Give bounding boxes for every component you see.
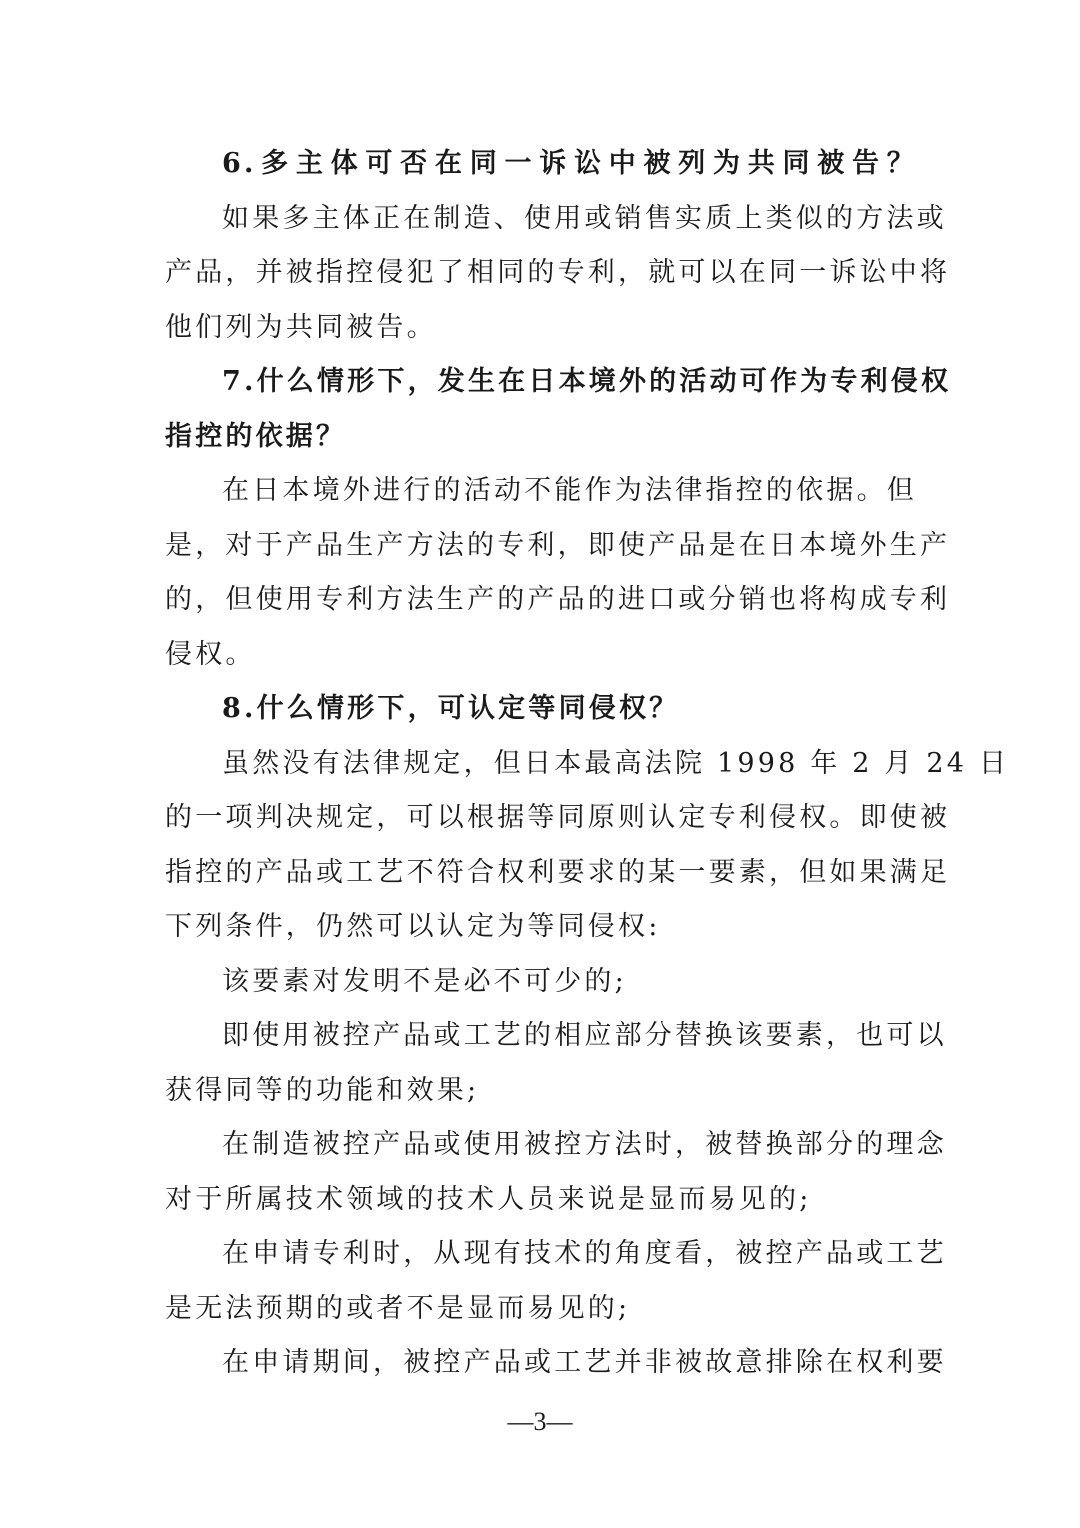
condition-5-line-1: 在申请期间，被控产品或工艺并非被故意排除在权利要 (222, 1347, 947, 1378)
answer-7-line-3: 的，但使用专利方法生产的产品的进口或分销也将构成专利 (165, 584, 951, 615)
answer-7-line-1: 在日本境外进行的活动不能作为法律指控的依据。但 (222, 475, 917, 506)
answer-7-line-2: 是，对于产品生产方法的专利，即使产品是在日本境外生产 (165, 529, 951, 561)
question-6-heading: 6.多主体可否在同一诉讼中被列为共同被告？ (222, 148, 917, 179)
answer-8-line-3: 指控的产品或工艺不符合权利要求的某一要素，但如果满足 (165, 856, 951, 888)
condition-2-line-1: 即使用被控产品或工艺的相应部分替换该要素，也可以 (222, 1020, 947, 1051)
question-8-heading: 8.什么情形下，可认定等同侵权？ (222, 693, 680, 724)
condition-3-line-2: 对于所属技术领域的技术人员来说是显而易见的; (165, 1183, 812, 1215)
condition-4-line-2: 是无法预期的或者不是显而易见的; (165, 1292, 631, 1324)
condition-2-line-2: 获得同等的功能和效果; (165, 1074, 480, 1106)
condition-1-line-1: 该要素对发明不是必不可少的; (222, 965, 627, 997)
answer-8-line-2: 的一项判决规定，可以根据等同原则认定专利侵权。即使被 (165, 802, 951, 833)
answer-6-line-2: 产品，并被指控侵犯了相同的专利，就可以在同一诉讼中将 (165, 257, 951, 288)
document-body (165, 137, 1010, 1391)
question-7-heading-line-2: 指控的依据？ (165, 420, 347, 452)
answer-8-line-1: 虽然没有法律规定，但日本最高法院 1998 年 2 月 24 日 (222, 747, 1010, 779)
answer-8-line-4: 下列条件，仍然可以认定为等同侵权: (165, 911, 661, 942)
answer-7-line-4: 侵权。 (165, 638, 256, 670)
condition-3-line-1: 在制造被控产品或使用被控方法时，被替换部分的理念 (222, 1129, 947, 1160)
page-number: —3— (507, 1407, 573, 1436)
condition-4-line-1: 在申请专利时，从现有技术的角度看，被控产品或工艺 (222, 1238, 947, 1269)
answer-6-line-1: 如果多主体正在制造、使用或销售实质上类似的方法或 (222, 202, 947, 234)
question-7-heading-line-1: 7.什么情形下，发生在日本境外的活动可作为专利侵权 (222, 366, 952, 397)
answer-6-line-3: 他们列为共同被告。 (165, 311, 437, 343)
